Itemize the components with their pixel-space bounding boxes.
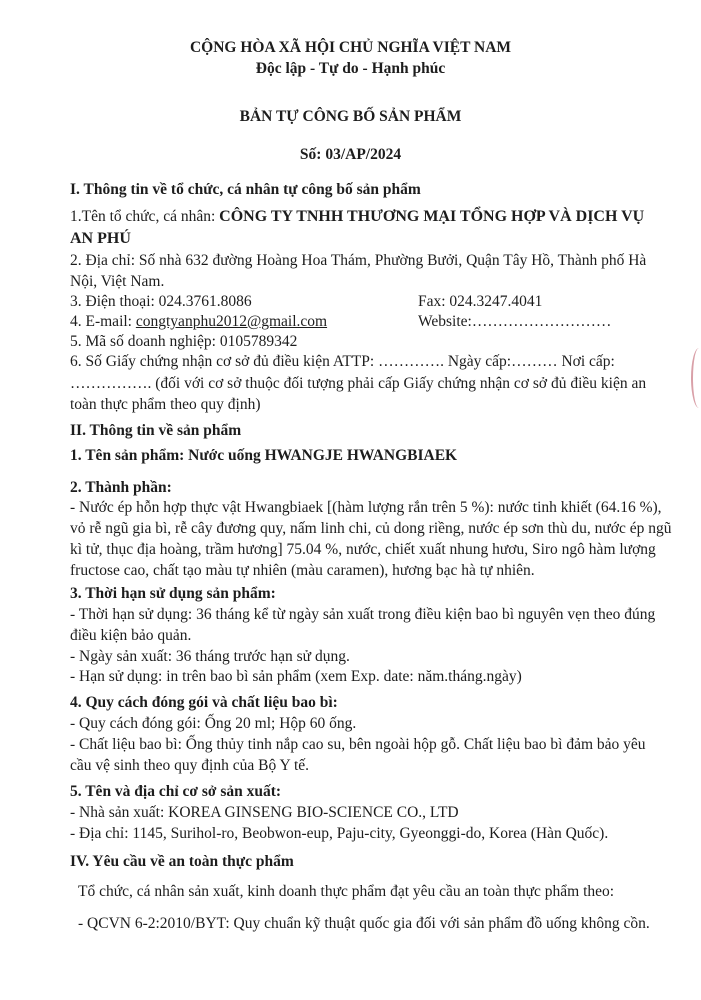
document-title: BẢN TỰ CÔNG BỐ SẢN PHẨM: [239, 108, 462, 125]
safety-standard: - QCVN 6-2:2010/BYT: Quy chuẩn kỹ thuật quốc gia đối với sản phẩm đồ uống không cồn.: [78, 915, 650, 932]
product-name: : Nước uống HWANGJE HWANGBIAEK: [179, 447, 458, 464]
certificate-line-2: ……………. (đối với cơ sở thuộc đối tượng phải cấp Giấy chứng nhận cơ sở đủ điều kiện an: [70, 375, 647, 392]
ingredients-heading: 2. Thành phần:: [70, 479, 172, 496]
manufacturer-heading: 5. Tên và địa chỉ cơ sở sản xuất:: [70, 783, 282, 800]
national-motto: Độc lập - Tự do - Hạnh phúc: [255, 60, 446, 77]
safety-intro: Tổ chức, cá nhân sản xuất, kinh doanh thực phẩm đạt yêu cầu an toàn thực phẩm theo:: [78, 883, 615, 900]
organization-name: CÔNG TY TNHH THƯƠNG MẠI TỔNG HỢP VÀ DỊCH VỤ: [219, 208, 645, 225]
certificate-line-3: toàn thực phẩm theo quy định): [70, 396, 261, 413]
packaging-line: - Chất liệu bao bì: Ống thủy tinh nắp cao su, bên ngoài hộp gỗ. Chất liệu bao bì đảm bảo yêu: [70, 736, 646, 753]
address-line-2: Nội, Việt Nam.: [70, 273, 165, 290]
shelf-life-line: - Thời hạn sử dụng: 36 tháng kể từ ngày sản xuất trong điều kiện bao bì nguyên vẹn theo đúng: [70, 606, 656, 623]
section-2-heading: II. Thông tin về sản phẩm: [70, 422, 242, 439]
email-label: 4. E-mail:: [70, 313, 136, 330]
section-1-heading: I. Thông tin về tổ chức, cá nhân tự công bố sản phẩm: [70, 181, 421, 198]
shelf-life-line: - Ngày sản xuất: 36 tháng trước hạn sử dụng.: [70, 648, 350, 665]
organization-name-cont: AN PHÚ: [70, 230, 131, 247]
shelf-life-heading: 3. Thời hạn sử dụng sản phẩm:: [70, 585, 276, 602]
tax-code-field: 5. Mã số doanh nghiệp: 0105789342: [70, 333, 298, 350]
certificate-line-1: 6. Số Giấy chứng nhận cơ sở đủ điều kiện ATTP: …………. Ngày cấp:……… Nơi cấp:: [70, 353, 615, 370]
ingredients-line: - Nước ép hỗn hợp thực vật Hwangbiaek [(hàm lượng rắn trên 5 %): nước tinh khiết (64.16 %),: [70, 499, 662, 516]
ingredients-line: kì tử, thục địa hoàng, trầm hương] 75.04 %, nước, chiết xuất nhung hươu, Siro ngô hàm lượng: [70, 541, 656, 558]
email-row: [70, 312, 327, 332]
red-stamp-edge: [691, 348, 701, 408]
email-link[interactable]: congtyanphu2012@gmail.com: [135, 313, 328, 330]
shelf-life-line: điều kiện bảo quản.: [70, 627, 192, 644]
packaging-line: - Quy cách đóng gói: Ống 20 ml; Hộp 60 ống.: [70, 715, 357, 732]
manufacturer-line: - Nhà sản xuất: KOREA GINSENG BIO-SCIENCE CO., LTD: [70, 804, 459, 821]
country-title: CỘNG HÒA XÃ HỘI CHỦ NGHĨA VIỆT NAM: [189, 39, 512, 56]
ingredients-line: fructose cao, chất tạo màu tự nhiên (màu caramen), hương bạc hà tự nhiên.: [70, 562, 535, 579]
document-number: Số: 03/AP/2024: [299, 146, 402, 163]
product-name-row: [70, 446, 457, 466]
packaging-heading: 4. Quy cách đóng gói và chất liệu bao bì:: [70, 694, 338, 711]
organization-name-row: [70, 207, 644, 227]
manufacturer-line: - Địa chỉ: 1145, Surihol-ro, Beobwon-eup, Paju-city, Gyeonggi-do, Korea (Hàn Quốc).: [70, 825, 609, 842]
organization-label: 1.Tên tổ chức, cá nhân:: [70, 208, 220, 225]
packaging-line: cầu vệ sinh theo quy định của Bộ Y tế.: [70, 757, 310, 774]
section-4-heading: IV. Yêu cầu về an toàn thực phẩm: [70, 853, 294, 870]
address-line-1: 2. Địa chỉ: Số nhà 632 đường Hoàng Hoa Thám, Phường Bưởi, Quận Tây Hồ, Thành phố Hà: [70, 252, 647, 269]
ingredients-line: vỏ rễ ngũ gia bì, rễ cây đương quy, nấm linh chi, củ dong riềng, nước ép sơn thù du, nước ép ngũ: [70, 520, 672, 537]
product-label: 1. Tên sản phẩm: [70, 447, 180, 464]
phone-field: 3. Điện thoại: 024.3761.8086: [70, 293, 252, 310]
fax-field: Fax: 024.3247.4041: [418, 293, 543, 310]
website-field: Website:………………………: [418, 313, 612, 330]
shelf-life-line: - Hạn sử dụng: in trên bao bì sản phẩm (xem Exp. date: năm.tháng.ngày): [70, 668, 522, 685]
